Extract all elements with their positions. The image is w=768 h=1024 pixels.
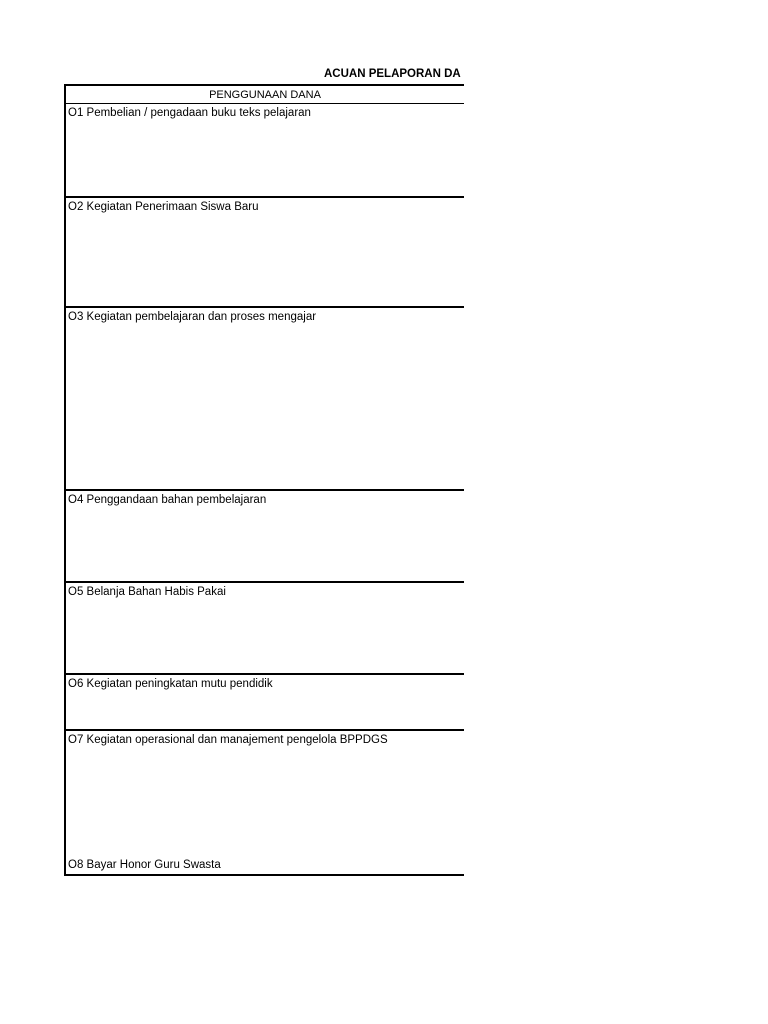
row-label: O3 Kegiatan pembelajaran dan proses mengajar <box>68 311 317 323</box>
table-row <box>66 583 464 675</box>
row-label: O2 Kegiatan Penerimaan Siswa Baru <box>68 201 259 213</box>
table-row <box>66 308 464 491</box>
funding-usage-table <box>64 84 464 876</box>
row-label: O8 Bayar Honor Guru Swasta <box>68 859 221 871</box>
row-label: O7 Kegiatan operasional dan manajement pengelola BPPDGS <box>68 734 388 746</box>
table-row <box>66 198 464 308</box>
table-row <box>66 104 464 198</box>
row-label: O5 Belanja Bahan Habis Pakai <box>68 586 226 598</box>
document-title: ACUAN PELAPORAN DA <box>324 68 461 80</box>
column-header-penggunaan-dana: PENGGUNAAN DANA <box>66 86 464 104</box>
table-row <box>66 675 464 731</box>
table-row <box>66 491 464 583</box>
table-row <box>66 858 464 874</box>
row-label: O6 Kegiatan peningkatan mutu pendidik <box>68 678 273 690</box>
row-label: O4 Penggandaan bahan pembelajaran <box>68 494 267 506</box>
row-label: O1 Pembelian / pengadaan buku teks pelajaran <box>68 107 311 119</box>
table-row <box>66 731 464 863</box>
